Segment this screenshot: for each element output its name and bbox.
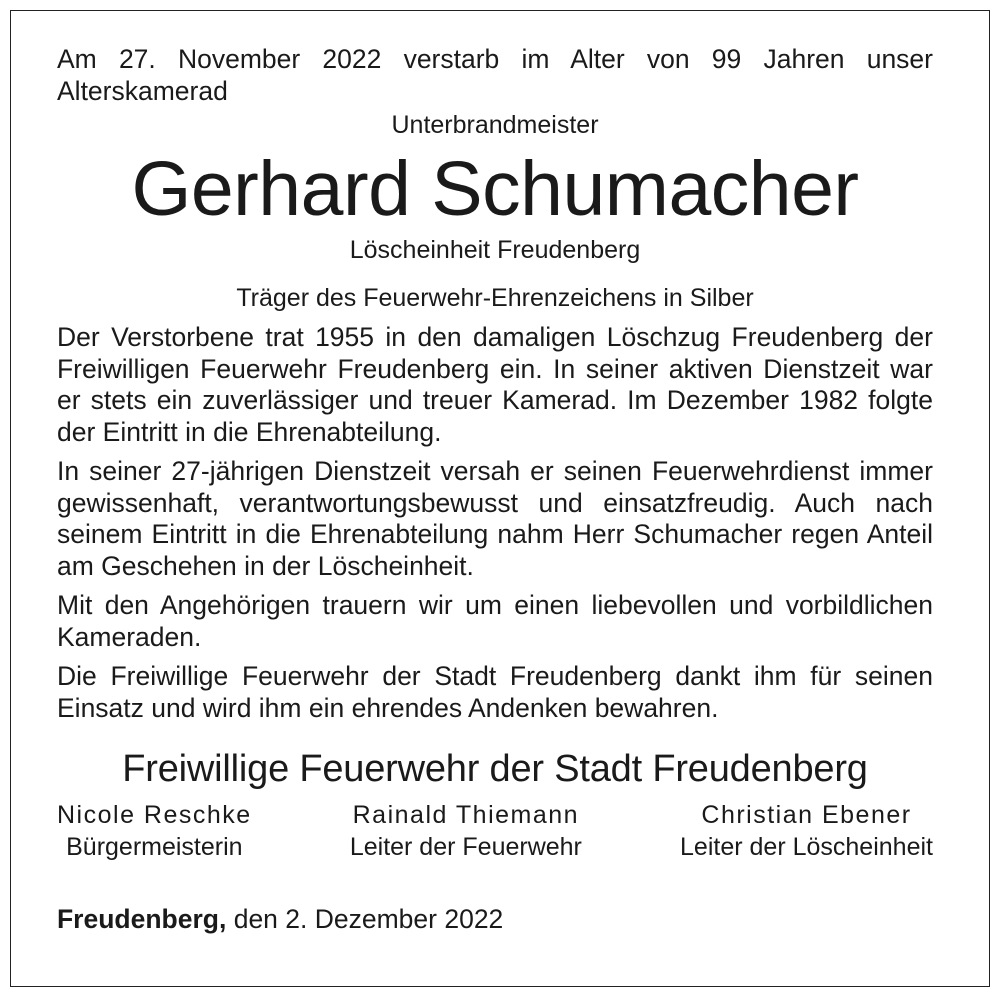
paragraph-history: Der Verstorbene trat 1955 in den damaligen Löschzug Freudenberg der Freiwilligen Feuerwehr Freudenberg ein. In seiner aktiven Dienstzeit war er stets ein zuverlässiger und treuer Kamerad. Im Dezember 1982 folgte der Eintritt in die Ehrenabteilung.	[57, 322, 933, 447]
intro-text: Am 27. November 2022 verstarb im Alter von 99 Jahren unser Alterskamerad	[57, 44, 933, 106]
rank-title: Unterbrandmeister	[391, 111, 599, 139]
signer-role: Leiter der Löscheinheit	[680, 833, 933, 861]
deceased-name: Gerhard Schumacher	[131, 146, 859, 232]
award-text: Träger des Feuerwehr-Ehrenzeichens in Silber	[236, 284, 754, 312]
organization-name: Freiwillige Feuerwehr der Stadt Freudenberg	[122, 748, 868, 790]
signers-row	[57, 799, 933, 863]
signer-name: Nicole Reschke	[57, 801, 252, 829]
place-date-line	[57, 903, 933, 935]
date-text: den 2. Dezember 2022	[233, 904, 504, 934]
paragraph-service: In seiner 27-jährigen Dienstzeit versah er seinen Feuerwehrdienst immer gewissenhaft, verantwortungsbewusst und einsatzfreudig. Auch nach seinem Eintritt in die Ehrenabteilung nahm Herr Schumacher regen Anteil am Geschehen in der Löscheinheit.	[57, 456, 933, 581]
obituary-notice	[57, 44, 933, 935]
signer-unit-leader	[680, 799, 933, 863]
paragraph-mourning: Mit den Angehörigen trauern wir um einen liebevollen und vorbildlichen Kameraden.	[57, 590, 933, 652]
signer-fire-chief	[350, 799, 582, 863]
signer-mayor	[57, 799, 252, 863]
place-name: Freudenberg,	[57, 904, 227, 934]
signer-role: Leiter der Feuerwehr	[349, 833, 582, 861]
signer-name: Christian Ebener	[701, 801, 912, 829]
signer-name: Rainald Thiemann	[352, 801, 580, 829]
signer-role: Bürgermeisterin	[66, 833, 243, 861]
paragraph-thanks: Die Freiwillige Feuerwehr der Stadt Freudenberg dankt ihm für seinen Einsatz und wird ihm ein ehrendes Andenken bewahren.	[57, 661, 933, 723]
unit-name: Löscheinheit Freudenberg	[349, 236, 641, 264]
